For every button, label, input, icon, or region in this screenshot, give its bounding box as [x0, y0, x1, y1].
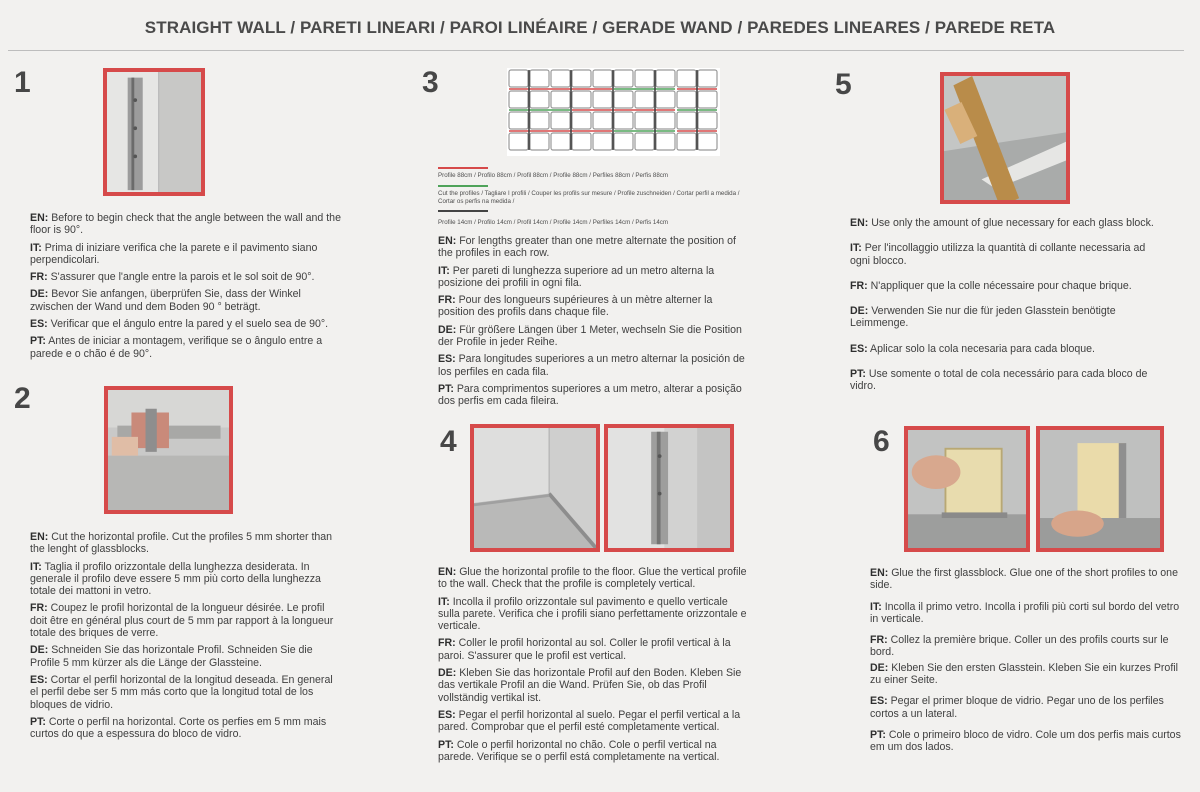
step1-fr: FR: S'assurer que l'angle entre la parois et le sol soit de 90°.	[30, 271, 315, 284]
step4-en: EN: Glue the horizontal profile to the floor. Glue the vertical profile to the wall. Check that the profile is completely vertical.	[438, 566, 747, 591]
step3-it: IT: Per pareti di lunghezza superiore ad un metro alterna la posizione dei profili in ogni fila.	[438, 264, 715, 289]
legend-cut-profiles: Cut the profiles / Tagliare I profili / Couper les profils sur mesure / Profile zuschneiden / Cortar perfil a medida / Cortar os perfis na medida /	[438, 190, 740, 205]
step6-it: IT: Incolla il primo vetro. Incolla i profili più corti sul bordo del vetro in verticale.	[870, 600, 1180, 625]
step-number-6: 6	[873, 425, 890, 458]
step3-text	[438, 235, 750, 413]
step3-en: EN: For lengths greater than one metre alternate the position of the profiles in each row.	[438, 235, 736, 260]
legend-profile-88: Profile 88cm / Profilo 88cm / Profil 88cm / Profile 88cm / Perfiles 88cm / Perfis 88cm	[438, 172, 669, 179]
step1-pt: PT: Antes de iniciar a montagem, verifique se o ângulo entre a parede e o chão é de 90°.	[30, 335, 323, 360]
legend-swatch-dark	[438, 210, 488, 212]
step6-text	[870, 567, 1182, 759]
step-number-1: 1	[14, 66, 31, 99]
step6-photo-first-block	[904, 426, 1030, 552]
step5-text	[850, 217, 1166, 398]
step3-fr: FR: Pour des longueurs supérieures à un mètre alterner la position des profils dans chaque file.	[438, 294, 713, 319]
step2-pt: PT: Corte o perfil na horizontal. Corte os perfies em 5 mm mais curtos do que a espessura do bloco de vidro.	[30, 715, 327, 741]
step4-it: IT: Incolla il profilo orizzontale sul pavimento e quello verticale sulla parete. Verifica che i profili siano perfettamente orizzontale e verticale.	[438, 595, 747, 633]
step4-photo-floor-profile	[470, 424, 600, 552]
step4-text	[438, 566, 750, 768]
legend-swatch-red	[438, 167, 488, 169]
step3-es: ES: Para longitudes superiores a un metro alternar la posición de los perfiles en cada fila.	[438, 353, 745, 378]
step1-photo	[103, 68, 205, 196]
legend-profile-14: Profile 14cm / Profilo 14cm / Profil 14cm / Profile 14cm / Perfiles 14cm / Perfis 14cm	[438, 219, 669, 226]
step5-de: DE: Verwenden Sie nur die für jeden Glasstein benötigte Leimmenge.	[850, 305, 1116, 330]
step4-fr: FR: Coller le profil horizontal au sol. Coller le profil vertical à la paroi. S'assurer que le profil est vertical.	[438, 637, 731, 662]
step2-en: EN: Cut the horizontal profile. Cut the profiles 5 mm shorter than the lenght of glassblocks.	[30, 531, 333, 556]
step5-pt: PT: Use somente o total de cola necessário para cada bloco de vidro.	[850, 368, 1148, 393]
step5-fr: FR: N'appliquer que la colle nécessaire pour chaque brique.	[850, 279, 1132, 292]
title-divider	[8, 50, 1184, 51]
step5-es: ES: Aplicar solo la cola necesaria para cada bloque.	[850, 342, 1095, 355]
step3-block-layout-diagram	[507, 68, 720, 156]
step1-en: EN: Before to begin check that the angle between the wall and the floor is 90°.	[30, 212, 341, 237]
step-number-4: 4	[440, 425, 457, 458]
step5-en: EN: Use only the amount of glue necessary for each glass block.	[850, 217, 1154, 229]
step2-photo	[104, 386, 233, 514]
step6-es: ES: Pegar el primer bloque de vidrio. Pegar uno de los perfiles cortos a un lateral.	[870, 695, 1164, 720]
step-number-5: 5	[835, 68, 852, 101]
step6-en: EN: Glue the first glassblock. Glue one of the short profiles to one side.	[870, 567, 1178, 592]
step4-photo-vertical-profile	[604, 424, 734, 552]
step5-photo-glue	[940, 72, 1070, 204]
step1-de: DE: Bevor Sie anfangen, überprüfen Sie, dass der Winkel zwischen der Wand und dem Boden 90 ° beträgt.	[30, 288, 301, 313]
step-number-2: 2	[14, 382, 31, 415]
step2-it: IT: Taglia il profilo orizzontale della lunghezza desiderata. In generale il profilo deve essere 5 mm più corto della lunghezza totale dei mattoni in vetro.	[30, 560, 321, 598]
step6-fr: FR: Collez la première brique. Coller un des profils courts sur le bord.	[870, 634, 1169, 659]
step2-es: ES: Cortar el perfil horizontal de la longitud deseada. En general el perfil debe ser 5 mm más corto que la longitud total de los bloques de vidrio.	[30, 673, 333, 711]
step1-es: ES: Verificar que el ángulo entre la pared y el suelo sea de 90°.	[30, 318, 329, 331]
step5-it: IT: Per l'incollaggio utilizza la quantità di collante necessaria ad ogni blocco.	[850, 242, 1146, 267]
step-number-3: 3	[422, 66, 439, 99]
step6-pt: PT: Cole o primeiro bloco de vidro. Cole um dos perfis mais curtos em um dos lados.	[870, 728, 1181, 754]
step6-de: DE: Kleben Sie den ersten Glasstein. Kleben Sie ein kurzes Profil zu einer Seite.	[870, 661, 1178, 687]
step2-de: DE: Schneiden Sie das horizontale Profil. Schneiden Sie die Profile 5 mm kürzer als die Länge der Glassteine.	[30, 644, 313, 669]
step1-text	[30, 212, 342, 365]
step2-fr: FR: Coupez le profil horizontal de la longueur désirée. Le profil doit être en général plus court de 5 mm par rapport à la longueur totale des briques de verre.	[30, 602, 334, 640]
step4-pt: PT: Cole o perfil horizontal no chão. Cole o perfil vertical na parede. Verifique se o perfil está completamente na vertical.	[438, 738, 720, 763]
page-title: STRAIGHT WALL / PARETI LINEARI / PAROI LINÉAIRE / GERADE WAND / PAREDES LINEARES / PAREDE RETA	[144, 18, 1056, 37]
step6-photo-side-profile	[1036, 426, 1164, 552]
legend-swatch-green	[438, 185, 488, 187]
step4-es: ES: Pegar el perfil horizontal al suelo. Pegar el perfil vertical a la pared. Comprobar que el perfil esté completamente vertical.	[438, 708, 741, 734]
step2-text	[30, 531, 342, 745]
step3-de: DE: Für größere Längen über 1 Meter, wechseln Sie die Position der Profile in jeder Reihe.	[438, 323, 742, 349]
step3-pt: PT: Para comprimentos superiores a um metro, alterar a posição dos perfis em cada fileira.	[438, 382, 742, 408]
step4-de: DE: Kleben Sie das horizontale Profil auf den Boden. Kleben Sie das vertikale Profil an die Wand. Prüfen Sie, ob das Profil vollständig vertikal ist.	[438, 667, 742, 704]
step1-it: IT: Prima di iniziare verifica che la parete e il pavimento siano perpendicolari.	[30, 241, 318, 266]
